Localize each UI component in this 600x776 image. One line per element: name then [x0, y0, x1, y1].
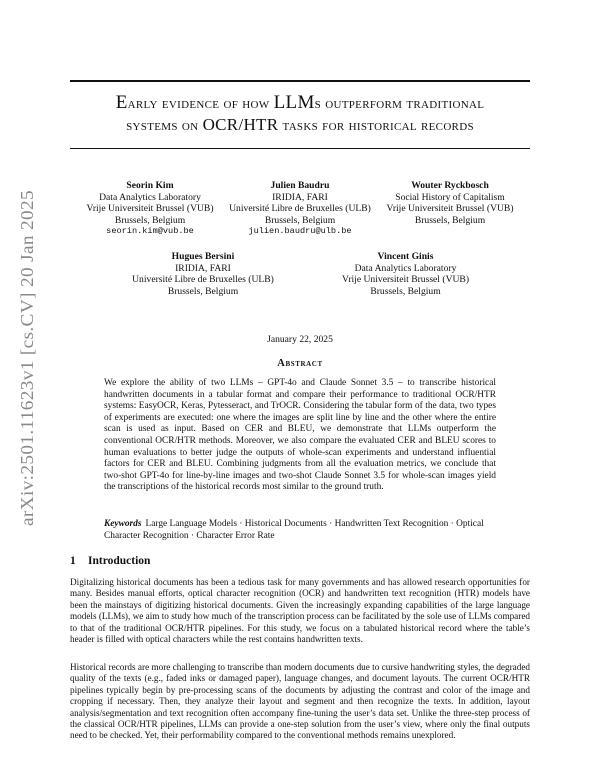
abstract-text: We explore the ability of two LLMs – GPT-4o and Claude Sonnet 3.5 – to transcribe historical handwritten documents in a tabular format and compare their performance to traditional OCR/HTR systems: EasyOCR, Keras, Pytesseract, and TrOCR. Considering the tabular form of the data, two types of experiments are executed: one where the images are split line by line and the other where the entire scan is used as input. Based on CER and BLEU, we demonstrate that LLMs outperform the conventional OCR/HTR methods. Moreover, we also compare the evaluated CER and BLEU scores to human evaluations to better judge the outputs of whole-scan experiments and understand influential factors for CER and BLEU. Combining judgments from all the evaluation metrics, we conclude that two-shot GPT-4o for line-by-line images and two-shot Claude Sonnet 3.5 for whole-scan images yield the transcriptions of the historical records most similar to the ground truth.: [104, 378, 496, 493]
author-affiliation: Université Libre de Bruxelles (ULB): [229, 203, 371, 215]
author-affiliation: Vrije Universiteit Brussel (VUB): [341, 274, 470, 286]
author-name: Seorin Kim: [126, 180, 174, 191]
author-email[interactable]: julien.baudru@ulb.be: [248, 226, 352, 237]
author-affiliation: Vrije Universiteit Brussel (VUB): [386, 203, 514, 215]
title-part: arly evidence of how: [127, 95, 274, 112]
author-name: Wouter Ryckbosch: [411, 180, 489, 191]
title-llms: LLM: [273, 92, 315, 113]
author-location: Brussels, Belgium: [414, 214, 486, 226]
author-affiliation: Vrije Universiteit Brussel (VUB): [86, 203, 214, 215]
title-line-1: [70, 92, 530, 114]
arxiv-stamp-text: arXiv:2501.11623v1 [cs.CV] 20 Jan 2025: [17, 221, 37, 526]
title-ocr-htr: OCR/HTR: [202, 115, 279, 134]
publication-date: January 22, 2025: [267, 334, 333, 345]
title-rule-bottom: [70, 148, 530, 149]
author-affiliation: IRIDIA, FARI: [272, 191, 328, 203]
keywords-label: Keywords: [104, 519, 142, 529]
author-block: [80, 180, 220, 238]
author-name: Vincent Ginis: [377, 251, 434, 262]
keywords-list: Large Language Models · Historical Documents · Handwritten Text Recognition · Optical Character Recognition · Character Error Rate: [104, 519, 484, 541]
body-paragraph: Historical records are more challenging to transcribe than modern documents due to cursive handwriting styles, the degraded quality of the texts (e.g., faded inks or damaged paper), language changes, and document layouts. The current OCR/HTR pipelines typically begin by pre-processing scans of the documents by adjusting the contrast and color of the image and cropping if necessary. Then, they analyze their layout and segment and then recognize the texts. In addition, layout analysis/segmentation and text recognition often accompany fine-tuning the user’s data set. Unlike the three-step process of the classical OCR/HTR pipelines, LLMs can provide a one-step solution from the user’s view, where only the final outputs need to be checked. Yet, their performability compared to the conventional methods remains unexplored.: [70, 662, 530, 741]
author-block: [333, 251, 478, 297]
author-affiliation: Université Libre de Bruxelles (ULB): [132, 274, 274, 286]
author-block: [225, 180, 375, 238]
abstract-heading: Abstract: [277, 358, 323, 369]
title-part: tasks for historical records: [278, 117, 474, 134]
title-part: systems on: [126, 117, 203, 134]
author-location: Brussels, Belgium: [167, 285, 239, 297]
paper-title: [70, 92, 530, 136]
author-location: Brussels, Belgium: [264, 214, 336, 226]
keywords: [104, 519, 496, 542]
author-location: Brussels, Belgium: [370, 285, 441, 297]
author-block: [128, 251, 278, 297]
title-rule-top: [70, 80, 530, 82]
author-affiliation: Social History of Capitalism: [395, 191, 505, 203]
body-paragraph: Digitalizing historical documents has been a tedious task for many governments and has allowed research opportunities for many. Besides manual efforts, optical character recognition (OCR) and handwritten text recognition (HTR) models have been the mainstays of digitizing historical documents. Given the increasingly expanding capabilities of the large language models (LLMs), we aim to study how much of the transcription process can be facilitated by the sole use of LLMs compared to that of the traditional OCR/HTR pipelines. For this study, we focus on a tabulated historical record where the table’s header is filled with optical characters while the rest contains handwritten texts.: [70, 577, 530, 645]
title-part: s outperform traditional: [314, 95, 485, 112]
author-affiliation: IRIDIA, FARI: [175, 262, 231, 274]
section-number: 1: [70, 555, 76, 567]
author-name: Julien Baudru: [270, 180, 330, 191]
author-affiliation: Data Analytics Laboratory: [354, 262, 457, 274]
title-line-2: [70, 114, 530, 136]
author-name: Hugues Bersini: [171, 251, 235, 262]
section-heading-introduction: [70, 555, 150, 567]
author-location: Brussels, Belgium: [114, 214, 186, 226]
author-block: [380, 180, 520, 226]
title-initial: E: [115, 92, 128, 113]
author-affiliation: Data Analytics Laboratory: [99, 191, 201, 203]
section-title: Introduction: [88, 555, 151, 567]
author-email[interactable]: seorin.kim@vub.be: [106, 226, 194, 237]
